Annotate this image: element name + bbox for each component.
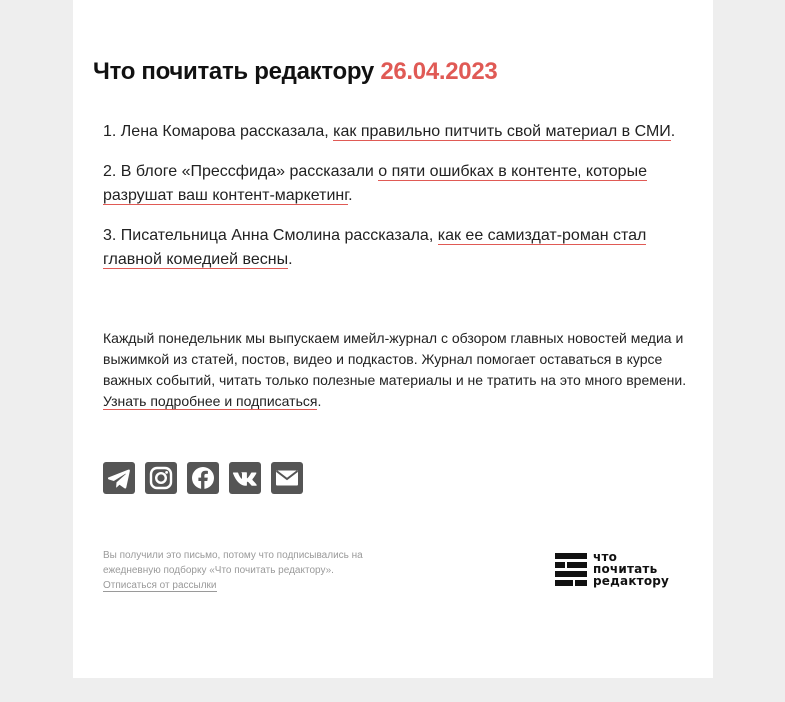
item-suffix: . <box>670 123 676 140</box>
logo-wordmark <box>593 551 669 587</box>
vk-icon[interactable] <box>229 462 261 494</box>
unsubscribe-link[interactable]: Отписаться от рассылки <box>103 580 217 591</box>
item-suffix: . <box>288 251 293 268</box>
about-paragraph <box>103 328 693 412</box>
logo-line-1: что <box>593 550 618 564</box>
footer-notice <box>103 548 393 593</box>
facebook-icon[interactable] <box>187 462 219 494</box>
about-text: Каждый понедельник мы выпускаем имейл-журнал с обзором главных новостей медиа и выжимкой из статей, постов, видео и подкастов. Журнал помогает оставаться в курсе важных событий, читать только полезные материалы и не тратить на это много времени. <box>103 330 687 388</box>
instagram-icon[interactable] <box>145 462 177 494</box>
brand-logo[interactable] <box>555 552 685 590</box>
list-item <box>103 160 693 208</box>
footer-text: Вы получили это письмо, потому что подписывались на ежедневную подборку «Что почитать редактору». <box>103 550 363 576</box>
logo-line-2: почитать <box>593 562 658 576</box>
telegram-icon[interactable] <box>103 462 135 494</box>
article-link-3[interactable]: как ее самиздат-роман стал главной комедией весны <box>103 227 647 268</box>
item-text: 1. Лена Комарова рассказала, <box>103 123 334 140</box>
item-text: 2. В блоге «Прессфида» рассказали <box>103 163 379 180</box>
logo-stripes-icon <box>555 552 589 588</box>
list-item <box>103 224 693 272</box>
about-suffix: . <box>317 393 322 409</box>
article-link-2[interactable]: о пяти ошибках в контенте, которые разрушат ваш контент-маркетинг <box>103 163 647 204</box>
page-title <box>93 58 497 86</box>
mail-icon[interactable] <box>271 462 303 494</box>
subscribe-link[interactable]: Узнать подробнее и подписаться <box>103 393 318 409</box>
title-text: Что почитать редактору <box>93 58 374 85</box>
article-link-1[interactable]: как правильно питчить свой материал в СМИ <box>333 123 671 140</box>
list-item <box>103 120 693 144</box>
email-card <box>73 0 713 678</box>
logo-line-3: редактору <box>593 574 670 588</box>
article-list <box>103 120 693 288</box>
issue-date: 26.04.2023 <box>380 58 498 85</box>
item-suffix: . <box>348 187 353 204</box>
item-text: 3. Писательница Анна Смолина рассказала, <box>103 227 438 244</box>
social-links <box>103 462 303 494</box>
